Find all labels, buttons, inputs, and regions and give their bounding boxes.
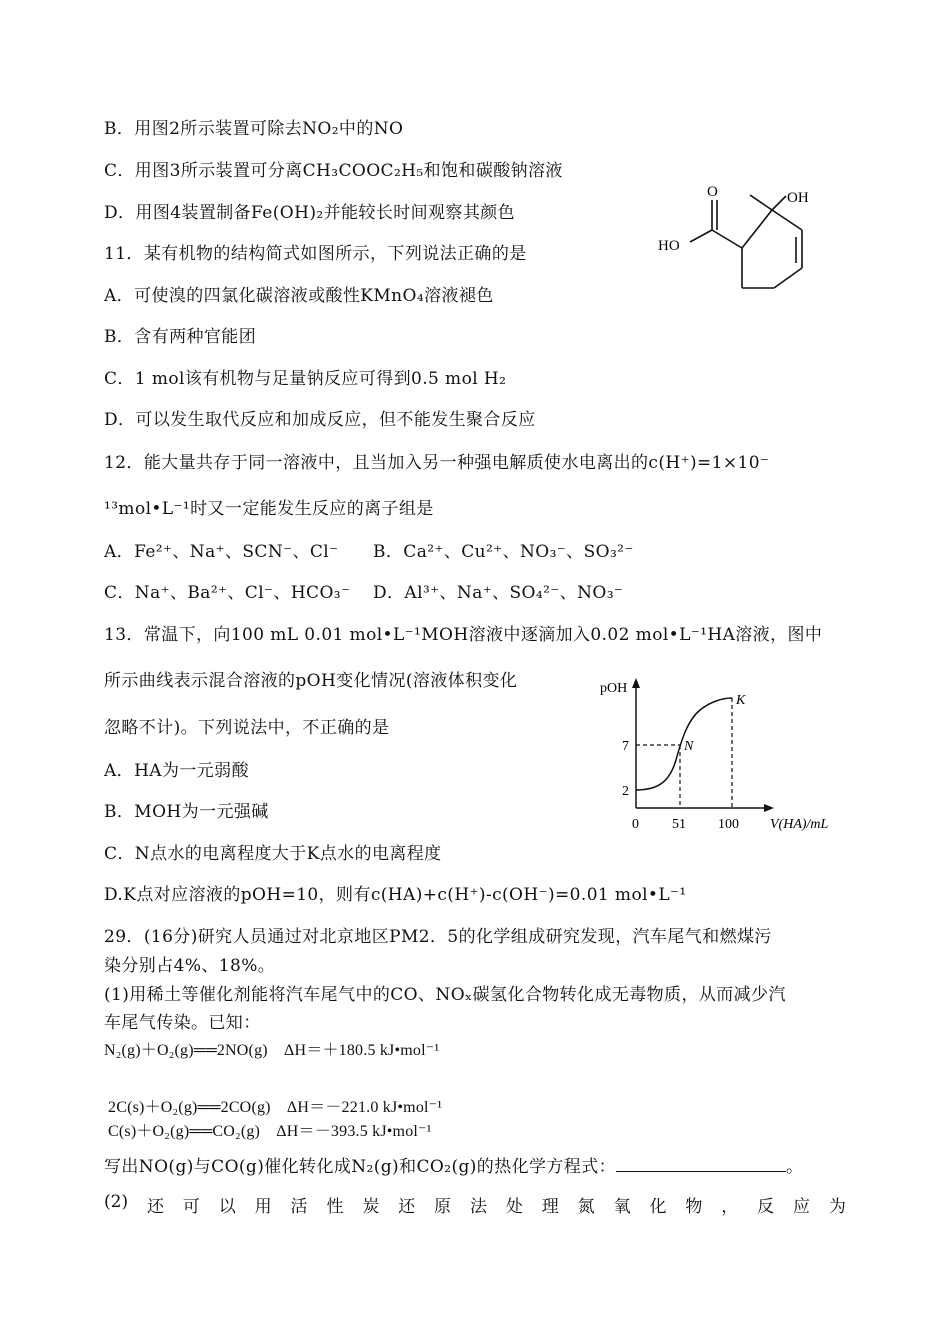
thermo-equation-1: N₂(g)＋O₂(g)══2NO(g) ΔH＝＋180.5 kJ•mol⁻¹ (104, 1042, 440, 1059)
q13-option-a: A．HA为一元弱酸 (104, 761, 249, 781)
y-axis-arrow (632, 678, 640, 688)
structural-formula (650, 180, 830, 300)
x-tick-0: 0 (632, 817, 639, 832)
p2-char: 化 (649, 1197, 667, 1217)
q11-stem: 11．某有机物的结构简式如图所示，下列说法正确的是 (104, 244, 527, 264)
q13-option-d: D.K点对应溶液的pOH=10，则有c(HA)+c(H⁺)-c(OH⁻)=0.01 mol•L⁻¹ (104, 885, 687, 905)
p2-char: 用 (254, 1197, 272, 1217)
q11-option-d: D．可以发生取代反应和加成反应，但不能发生聚合反应 (104, 410, 536, 430)
p2-char: 处 (505, 1197, 523, 1217)
y-axis-label: pOH (600, 681, 628, 696)
q12-option-c: C．Na⁺、Ba²⁺、Cl⁻、HCO₃⁻ (104, 583, 351, 603)
thermo-equation-3: C(s)＋O₂(g)══CO₂(g) ΔH＝－393.5 kJ•mol⁻¹ (108, 1123, 432, 1140)
y-tick-7: 7 (622, 739, 629, 754)
p2-char: 性 (326, 1197, 344, 1217)
q29-stem-line2: 染分别占4%、18%。 (104, 956, 276, 976)
hydroxyl-oh-label: OH (787, 190, 809, 206)
p2-char: 为 (828, 1197, 846, 1217)
q13-option-c: C．N点水的电离程度大于K点水的电离程度 (104, 844, 442, 864)
x-tick-100: 100 (718, 817, 739, 832)
p2-char: 氧 (613, 1197, 631, 1217)
q29-part1-line1: (1)用稀土等催化剂能将汽车尾气中的CO、NOₓ碳氢化合物转化成无毒物质，从而减少汽 (104, 985, 786, 1005)
hydroxyl-ho-label: HO (658, 238, 680, 254)
q12-stem-line1: 12．能大量共存于同一溶液中，且当加入另一种强电解质使水电离出的c(H⁺)=1×10⁻ (104, 453, 770, 473)
p2-char: 理 (541, 1197, 559, 1217)
poh-graph (596, 676, 856, 836)
q12-option-d: D．Al³⁺、Na⁺、SO₄²⁻、NO₃⁻ (373, 583, 624, 603)
q29-question-end: 。 (786, 1157, 804, 1177)
p2-char: 法 (470, 1197, 487, 1217)
q10-option-d: D．用图4装置制备Fe(OH)₂并能较长时间观察其颜色 (104, 203, 516, 223)
q13-stem-line3: 忽略不计)。下列说法中，不正确的是 (104, 718, 390, 738)
x-axis-arrow (764, 804, 774, 812)
p2-char: (2) (104, 1192, 129, 1212)
p2-char: 炭 (362, 1197, 380, 1217)
q13-option-b: B．MOH为一元强碱 (104, 802, 269, 822)
p2-char: 还 (146, 1197, 164, 1217)
q29-part1-line2: 车尾气传染。已知： (104, 1013, 261, 1033)
carbonyl-o-label: O (707, 184, 718, 200)
q12-option-b: B．Ca²⁺、Cu²⁺、NO₃⁻、SO₃²⁻ (373, 542, 634, 562)
p2-char: 氮 (577, 1197, 595, 1217)
point-n-label: N (684, 739, 694, 754)
p2-char: 可 (182, 1197, 200, 1217)
p2-char: 应 (793, 1197, 811, 1217)
q12-stem-line2: ¹³mol•L⁻¹时又一定能发生反应的离子组是 (104, 499, 434, 519)
q13-stem-line2: 所示曲线表示混合溶液的pOH变化情况(溶液体积变化 (104, 671, 518, 691)
point-k-label: K (736, 693, 746, 708)
q10-option-c: C．用图3所示装置可分离CH₃COOC₂H₅和饱和碳酸钠溶液 (104, 161, 563, 181)
thermo-equation-2: 2C(s)＋O₂(g)══2CO(g) ΔH＝－221.0 kJ•mol⁻¹ (108, 1099, 443, 1116)
q29-part2-line (104, 1192, 846, 1217)
q29-question-text: 写出NO(g)与CO(g)催化转化成N₂(g)和CO₂(g)的热化学方程式： (104, 1157, 616, 1177)
q13-stem-line1: 13．常温下，向100 mL 0.01 mol•L⁻¹MOH溶液中逐滴加入0.02 mol•L⁻¹HA溶液，图中 (104, 625, 823, 645)
y-tick-2: 2 (622, 784, 629, 799)
p2-char: ， (721, 1197, 739, 1217)
p2-char: 反 (757, 1197, 775, 1217)
x-tick-51: 51 (672, 817, 686, 832)
q11-option-a: A．可使溴的四氯化碳溶液或酸性KMnO₄溶液褪色 (104, 286, 494, 306)
p2-char: 活 (290, 1197, 308, 1217)
p2-char: 还 (398, 1197, 416, 1217)
q10-option-b: B．用图2所示装置可除去NO₂中的NO (104, 119, 404, 139)
q29-stem-line1: 29．(16分)研究人员通过对北京地区PM2．5的化学组成研究发现，汽车尾气和燃煤污 (104, 927, 772, 947)
p2-char: 原 (434, 1197, 452, 1217)
q11-option-c: C．1 mol该有机物与足量钠反应可得到0.5 mol H₂ (104, 369, 507, 389)
q12-option-a: A．Fe²⁺、Na⁺、SCN⁻、Cl⁻ (104, 542, 339, 562)
q29-question-line (104, 1152, 803, 1177)
x-axis-label: V(HA)/mL (770, 817, 829, 832)
p2-char: 以 (218, 1197, 236, 1217)
p2-char: 物 (685, 1197, 703, 1217)
q11-option-b: B．含有两种官能团 (104, 327, 257, 347)
answer-blank[interactable] (616, 1157, 786, 1172)
